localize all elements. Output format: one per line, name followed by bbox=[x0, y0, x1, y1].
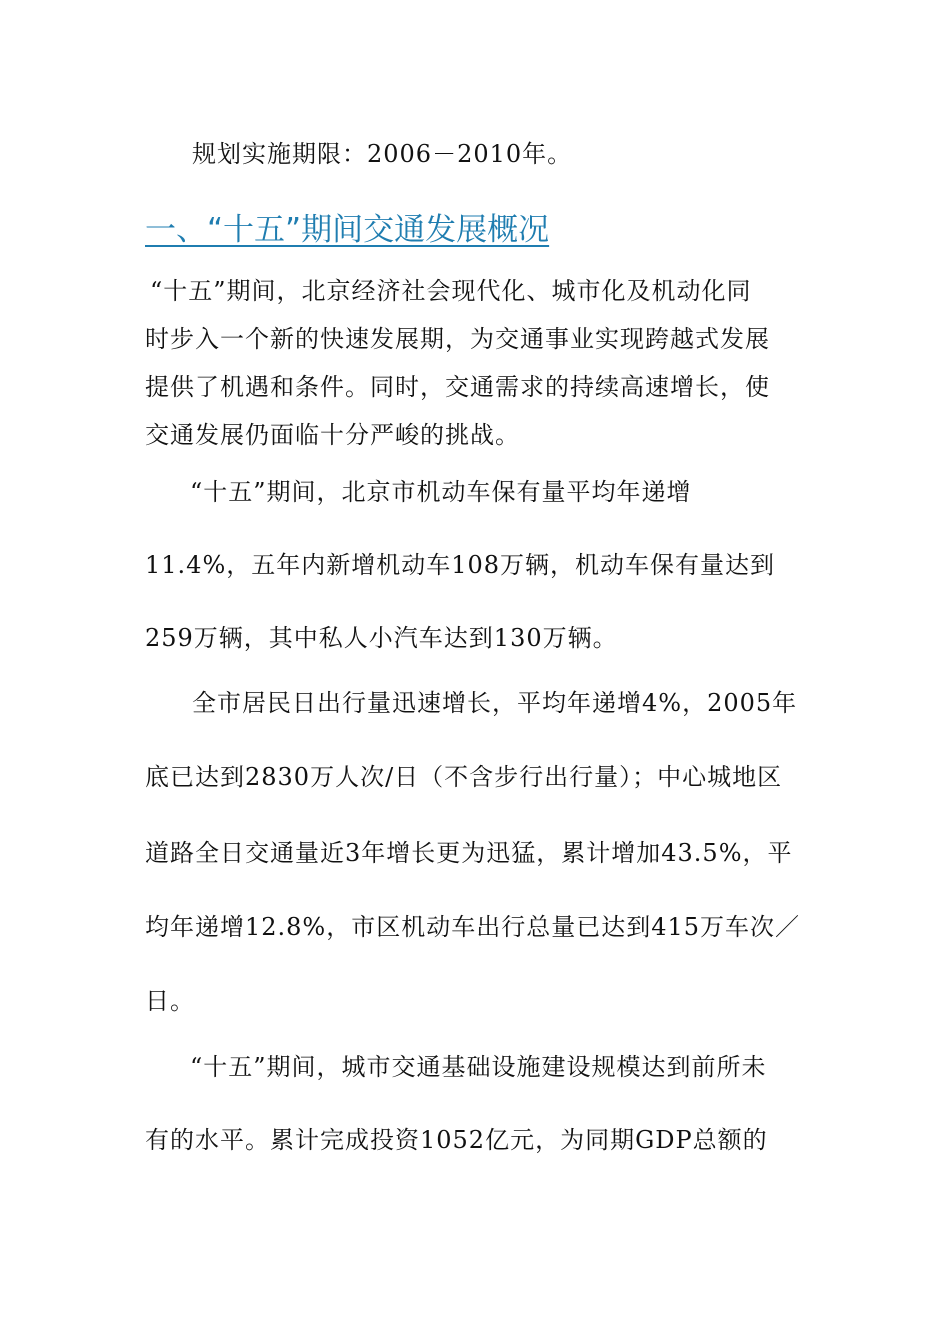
paragraph-line: 日。 bbox=[145, 987, 195, 1015]
paragraph-line: 时步入一个新的快速发展期，为交通事业实现跨越式发展 bbox=[145, 325, 770, 353]
paragraph-line: “十五”期间，城市交通基础设施建设规模达到前所未 bbox=[190, 1053, 767, 1081]
paragraph-line: 有的水平。累计完成投资1052亿元，为同期GDP总额的 bbox=[145, 1126, 768, 1154]
paragraph-line: 259万辆，其中私人小汽车达到130万辆。 bbox=[145, 624, 618, 652]
paragraph-line: 交通发展仍面临十分严峻的挑战。 bbox=[145, 421, 520, 449]
paragraph-line: 11.4%，五年内新增机动车108万辆，机动车保有量达到 bbox=[145, 551, 776, 579]
paragraph-line: 道路全日交通量近3年增长更为迅猛，累计增加43.5%，平 bbox=[145, 839, 793, 867]
paragraph-line: 均年递增12.8%，市区机动车出行总量已达到415万车次／ bbox=[145, 913, 801, 941]
paragraph-line: 提供了机遇和条件。同时，交通需求的持续高速增长，使 bbox=[145, 373, 770, 401]
paragraph-line: “十五”期间，北京经济社会现代化、城市化及机动化同 bbox=[150, 277, 752, 305]
paragraph-line: 底已达到2830万人次/日（不含步行出行量）；中心城地区 bbox=[145, 763, 783, 791]
period-line: 规划实施期限：2006－2010年。 bbox=[192, 140, 573, 168]
paragraph-line: 全市居民日出行量迅速增长，平均年递增4%，2005年 bbox=[192, 689, 798, 717]
paragraph-line: “十五”期间，北京市机动车保有量平均年递增 bbox=[190, 478, 692, 506]
section-heading: 一、“十五”期间交通发展概况 bbox=[145, 212, 550, 248]
